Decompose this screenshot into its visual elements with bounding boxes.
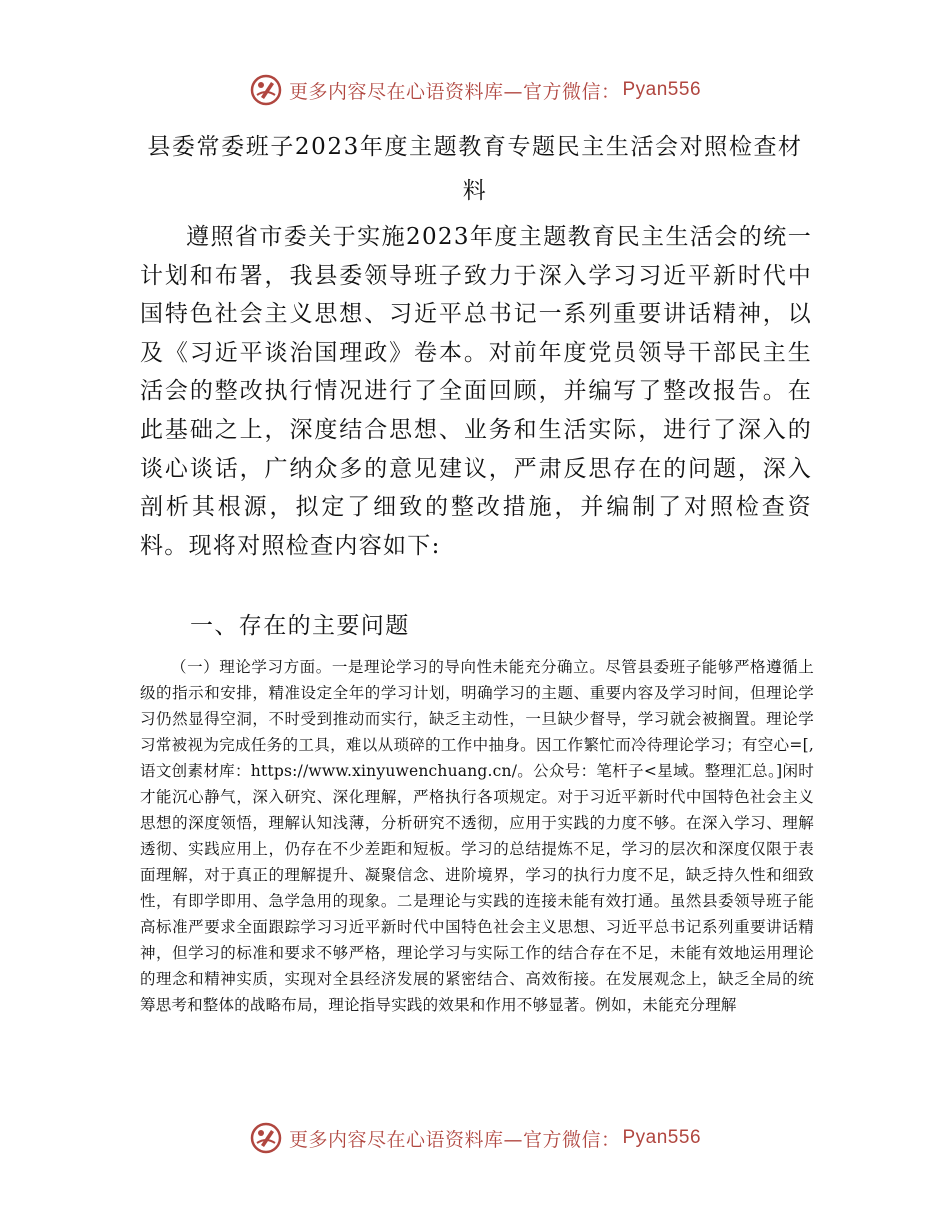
watermark-handle: Pyan556 [622,1127,702,1148]
watermark-text: 更多内容尽在心语资料库—官方微信： [288,1128,621,1151]
book-pen-logo-icon [249,73,283,107]
section-body-paragraph: （一）理论学习方面。一是理论学习的导向性未能充分确立。尽管县委班子能够严格遵循上级的指示和安排，精准设定全年的学习计划，明确学习的主题、重要内容及学习时间，但理论学习仍然显得空洞，不时受到推动而实行，缺乏主动性，一旦缺少督导，学习就会被搁置。理论学习常被视为完成任务的工具，难以从琐碎的工作中抽身。因工作繁忙而冷待理论学习；有空心=[,语文创素材库：https://www.xinyuwenchuang.cn/。公众号：笔杆子<星域。整理汇总。]闲时才能沉心静气，深入研究、深化理解，严格执行各项规定。对于习近平新时代中国特色社会主义思想的深度领悟，理解认知浅薄，分析研究不透彻，应用于实践的力度不够。在深入学习、理解透彻、实践应用上，仍存在不少差距和短板。学习的总结提炼不足，学习的层次和深度仅限于表面理解，对于真正的理解提升、凝聚信念、进阶境界，学习的执行力度不足，缺乏持久性和细致性，有即学即用、急学急用的现象。二是理论与实践的连接未能有效打通。虽然县委领导班子能高标准严要求全面跟踪学习习近平新时代中国特色社会主义思想、习近平总书记系列重要讲话精神，但学习的标准和要求不够严格，理论学习与实际工作的结合存在不足，未能有效地运用理论的理念和精神实质，实现对全县经济发展的紧密结合、高效衔接。在发展观念上，缺乏全局的统筹思考和整体的战略布局，理论指导实践的效果和作用不够显著。例如，未能充分理解 [140,658,814,1014]
document-title: 县委常委班子2023年度主题教育专题民主生活会对照检查材料 [147,134,803,204]
book-pen-logo-icon [249,1121,283,1155]
intro-paragraph: 遵照省市委关于实施2023年度主题教育民主生活会的统一计划和布署，我县委领导班子致力于深入学习习近平新时代中国特色社会主义思想、习近平总书记一系列重要讲话精神，以及《习近平谈治国理政》卷本。对前年度党员领导干部民主生活会的整改执行情况进行了全面回顾，并编写了整改报告。在此基础之上，深度结合思想、业务和生活实际，进行了深入的谈心谈话，广纳众多的意见建议，严肃反思存在的问题，深入剖析其根源，拟定了细致的整改措施，并编制了对照检查资料。现将对照检查内容如下: [140,224,812,559]
watermark-banner-top [0,70,950,110]
watermark-handle: Pyan556 [622,79,702,100]
section-heading: 一、存在的主要问题 [190,613,410,639]
watermark-banner-bottom [0,1118,950,1158]
watermark-text: 更多内容尽在心语资料库—官方微信： [288,80,621,103]
